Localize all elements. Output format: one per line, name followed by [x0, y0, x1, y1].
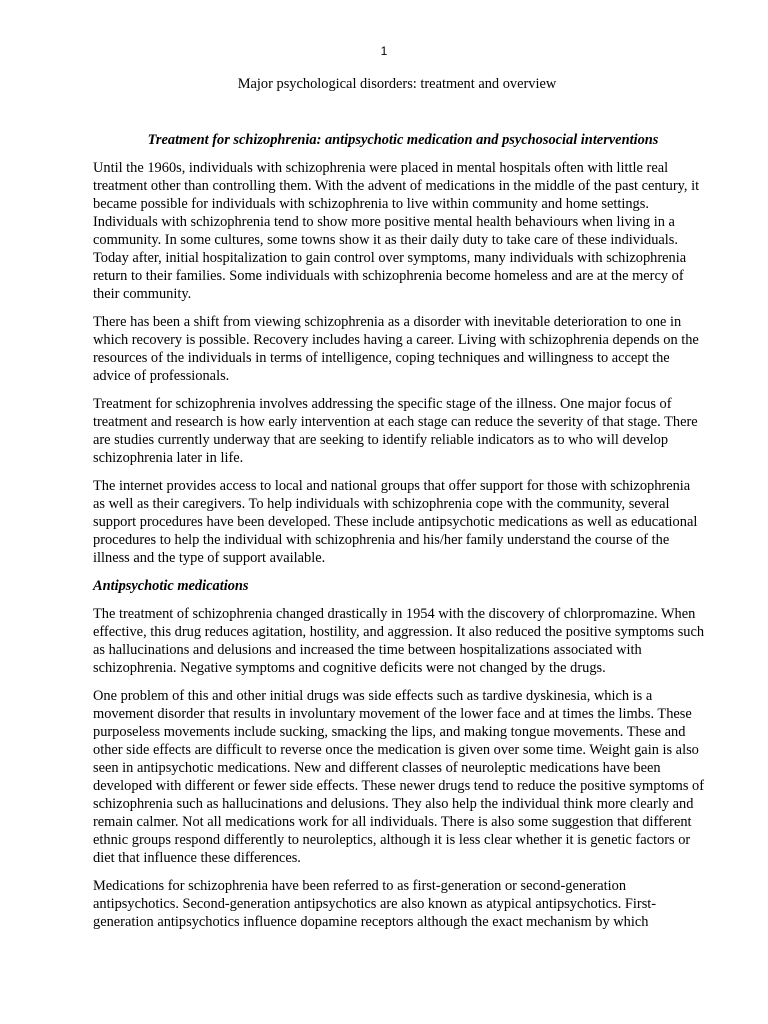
paragraph: There has been a shift from viewing schizophrenia as a disorder with inevitable deterioration to one in which recovery is possible. Recovery includes having a career. Living with schizophrenia depends on the resources of the individuals in terms of intelligence, coping techniques and willingness to accept the advice of professionals.: [93, 314, 699, 384]
paragraph: Medications for schizophrenia have been referred to as first-generation or second-generation antipsychotics. Second-generation antipsychotics are also known as atypical antipsychotics. First-generation antipsychotics influence dopamine receptors although the exact mechanism by which: [93, 878, 657, 930]
paragraph: Treatment for schizophrenia involves addressing the specific stage of the illness. One major focus of treatment and research is how early intervention at each stage can reduce the severity of that stage. There are studies currently underway that are seeking to identify reliable indicators as to who will develop schizophrenia later in life.: [93, 396, 698, 466]
paragraph: The internet provides access to local and national groups that offer support for those with schizophrenia as well as their caregivers. To help individuals with schizophrenia cope with the community, several support procedures have been developed. These include antipsychotic medications as well as educational procedures to help the individual with schizophrenia and his/her family understand the course of the illness and the type of support available.: [93, 478, 698, 566]
paragraph: One problem of this and other initial drugs was side effects such as tardive dyskinesia, which is a movement disorder that results in involuntary movement of the lower face and at times the limbs. These purposeless movements include sucking, smacking the lips, and making tongue movements. These and other side effects are difficult to reverse once the medication is given over some time. Weight gain is also seen in antipsychotic medications. New and different classes of neuroleptic medications have been developed with different or fewer side effects. These newer drugs tend to reduce the positive symptoms of schizophrenia such as hallucinations and delusions. They also help the individual think more clearly and remain calmer. Not all medications work for all individuals. There is also some suggestion that different ethnic groups respond differently to neuroleptics, although it is less clear whether it is genetic factors or diet that influence these differences.: [93, 688, 705, 866]
document-body: [93, 131, 705, 941]
paragraph: Until the 1960s, individuals with schizophrenia were placed in mental hospitals often with little real treatment other than controlling them. With the advent of medications in the middle of the past century, it became possible for individuals with schizophrenia to live within community and home settings. Individuals with schizophrenia tend to show more positive mental health behaviours when living in a community. In some cultures, some towns show it as their daily duty to take care of these individuals. Today after, initial hospitalization to gain control over symptoms, many individuals with schizophrenia return to their families. Some individuals with schizophrenia become homeless and are at the mercy of their community.: [93, 160, 700, 302]
subheading-antipsychotic-medications: Antipsychotic medications: [93, 578, 249, 594]
document-title: Major psychological disorders: treatment and overview: [237, 76, 557, 92]
page-number: 1: [380, 44, 388, 58]
paragraph: The treatment of schizophrenia changed drastically in 1954 with the discovery of chlorpromazine. When effective, this drug reduces agitation, hostility, and aggression. It also reduced the positive symptoms such as hallucinations and delusions and increased the time between hospitalizations associated with schizophrenia. Negative symptoms and cognitive deficits were not changed by the drugs.: [93, 606, 705, 676]
section-heading: Treatment for schizophrenia: antipsychotic medication and psychosocial interventions: [147, 132, 659, 148]
